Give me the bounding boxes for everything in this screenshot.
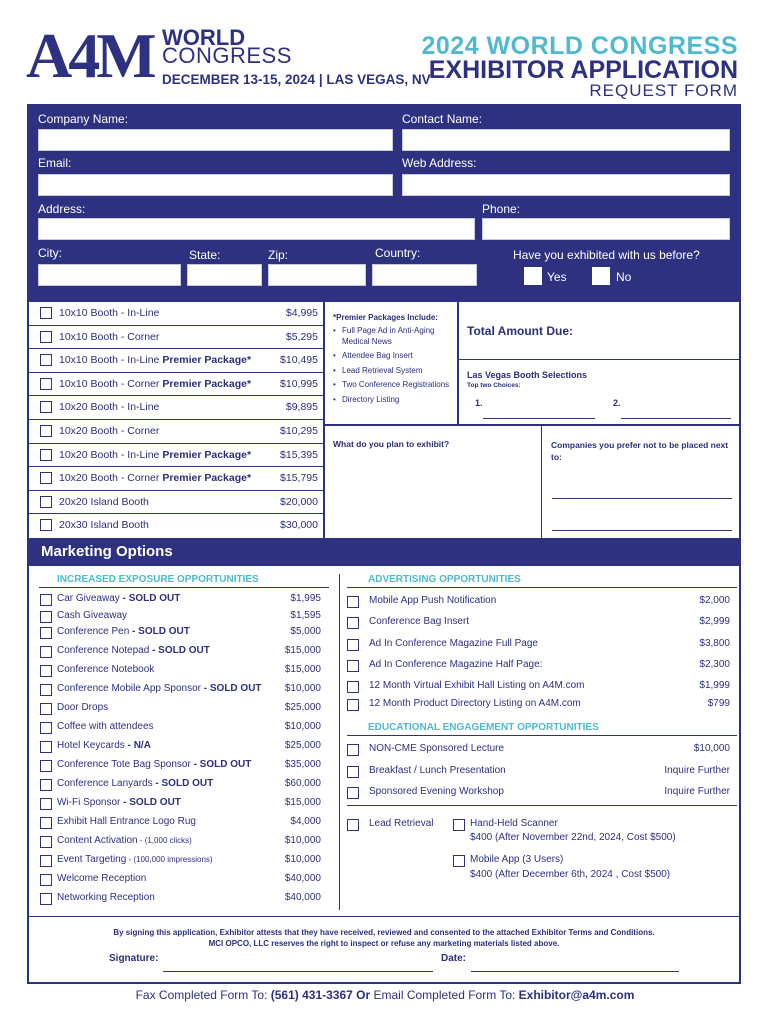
total-amount-box[interactable] bbox=[459, 302, 741, 360]
zip-field[interactable] bbox=[268, 264, 366, 286]
contact-label: Contact Name: bbox=[402, 112, 483, 126]
item-checkbox[interactable] bbox=[40, 741, 52, 753]
item-name: Cash Giveaway bbox=[57, 610, 128, 621]
item-price: $10,000 bbox=[284, 854, 321, 865]
item-price: $15,000 bbox=[284, 664, 321, 675]
booth-price: $10,295 bbox=[280, 425, 318, 437]
item-price: $15,000 bbox=[284, 797, 321, 808]
exhibit-plan-box[interactable] bbox=[325, 426, 542, 538]
choice-two-field[interactable] bbox=[621, 418, 731, 419]
state-field[interactable] bbox=[187, 264, 262, 286]
booth-checkbox[interactable] bbox=[40, 519, 52, 531]
mobile-app-checkbox[interactable] bbox=[453, 855, 465, 867]
item-name: Conference Pen bbox=[57, 626, 130, 637]
booth-checkbox[interactable] bbox=[40, 425, 52, 437]
item-name: Conference Mobile App Sponsor bbox=[57, 683, 201, 694]
no-checkbox[interactable] bbox=[592, 267, 610, 285]
item-name: Door Drops bbox=[57, 702, 109, 713]
item-checkbox[interactable] bbox=[40, 646, 52, 658]
item-price: $25,000 bbox=[284, 702, 321, 713]
title-line2: EXHIBITOR APPLICATION bbox=[428, 56, 738, 84]
booth-price: $5,295 bbox=[285, 330, 318, 343]
item-name: Content Activation bbox=[57, 835, 138, 846]
booth-checkbox[interactable] bbox=[40, 472, 52, 484]
premier-title: *Premier Packages Include: bbox=[333, 313, 438, 322]
handheld-scanner-checkbox[interactable] bbox=[453, 819, 465, 831]
or-text: Or bbox=[352, 988, 374, 1002]
booth-selection-sub: Top two Choices: bbox=[467, 382, 521, 389]
section-rule bbox=[39, 587, 329, 588]
email-address-link[interactable]: Exhibitor@a4m.com bbox=[518, 988, 635, 1002]
item-checkbox[interactable] bbox=[40, 836, 52, 848]
item-checkbox[interactable] bbox=[40, 627, 52, 639]
section-rule bbox=[347, 587, 737, 588]
increased-exposure-heading: INCREASED EXPOSURE OPPORTUNITIES bbox=[57, 574, 259, 585]
country-label: Country: bbox=[375, 246, 421, 260]
item-price: $15,000 bbox=[284, 645, 321, 656]
total-amount-label: Total Amount Due: bbox=[467, 324, 573, 338]
no-label: No bbox=[616, 270, 632, 284]
item-checkbox[interactable] bbox=[40, 798, 52, 810]
booth-row[interactable] bbox=[29, 467, 325, 491]
item-status: - SOLD OUT bbox=[120, 797, 181, 808]
booth-price: $10,995 bbox=[280, 377, 318, 390]
booth-checkbox[interactable] bbox=[40, 401, 52, 413]
title-line1: 2024 WORLD CONGRESS bbox=[421, 32, 738, 60]
item-checkbox[interactable] bbox=[40, 817, 52, 829]
disclaimer bbox=[49, 927, 719, 949]
address-label: Address: bbox=[38, 202, 86, 216]
city-field[interactable] bbox=[38, 264, 181, 286]
booth-row[interactable] bbox=[29, 444, 325, 468]
choice-one-label: 1. bbox=[475, 398, 483, 408]
item-checkbox[interactable] bbox=[347, 787, 359, 799]
item-price: $10,000 bbox=[693, 743, 730, 754]
item-price: $2,000 bbox=[699, 595, 730, 606]
address-field[interactable] bbox=[38, 218, 475, 240]
item-checkbox[interactable] bbox=[40, 874, 52, 886]
booth-row[interactable] bbox=[29, 514, 325, 538]
item-note: - (100,000 impressions) bbox=[126, 855, 213, 864]
choice-two-label: 2. bbox=[613, 398, 621, 408]
booth-extra: Premier Package* bbox=[162, 354, 252, 367]
mobile-app-label: Mobile App (3 Users) bbox=[470, 854, 564, 865]
signature-field[interactable] bbox=[163, 971, 433, 972]
booth-extra: Premier Package* bbox=[162, 472, 252, 485]
lead-retrieval-checkbox[interactable] bbox=[347, 819, 359, 831]
logo-congress-text: CONGRESS bbox=[162, 43, 292, 68]
item-price: $2,999 bbox=[699, 616, 730, 627]
lead-retrieval-label: Lead Retrieval bbox=[369, 818, 434, 829]
section-rule bbox=[347, 805, 737, 806]
marketing-title: Marketing Options bbox=[41, 543, 173, 560]
phone-label: Phone: bbox=[482, 202, 521, 216]
booth-price: $30,000 bbox=[280, 519, 318, 532]
mobile-app-price: $400 (After December 6th, 2024 , Cost $500) bbox=[470, 869, 671, 880]
item-name: NON-CME Sponsored Lecture bbox=[369, 743, 505, 754]
handheld-scanner-label: Hand-Held Scanner bbox=[470, 818, 558, 829]
item-checkbox[interactable] bbox=[347, 617, 359, 629]
item-price: $3,800 bbox=[699, 638, 730, 649]
signature-label: Signature: bbox=[109, 953, 159, 964]
item-status: - SOLD OUT bbox=[129, 626, 190, 637]
item-status: - SOLD OUT bbox=[149, 645, 210, 656]
item-name: Exhibit Hall Entrance Logo Rug bbox=[57, 816, 196, 827]
booth-price: $20,000 bbox=[280, 495, 318, 508]
booth-name: 10x10 Booth - Corner bbox=[59, 377, 163, 390]
booth-price: $15,795 bbox=[280, 472, 318, 485]
item-name: Networking Reception bbox=[57, 892, 155, 903]
column-divider bbox=[339, 574, 340, 910]
city-label: City: bbox=[38, 246, 62, 260]
email-field[interactable] bbox=[38, 174, 393, 196]
item-checkbox[interactable] bbox=[347, 766, 359, 778]
item-checkbox[interactable] bbox=[347, 744, 359, 756]
booth-checkbox[interactable] bbox=[40, 449, 52, 461]
item-checkbox[interactable] bbox=[40, 594, 52, 606]
disclaimer-line1: By signing this application, Exhibitor attests that they have received, reviewed and consented to the attached Exhibitor Terms and Conditions. bbox=[113, 928, 655, 937]
item-checkbox[interactable] bbox=[347, 660, 359, 672]
avoid-line-1[interactable] bbox=[552, 498, 732, 499]
item-price: $40,000 bbox=[284, 892, 321, 903]
avoid-companies-box bbox=[542, 426, 741, 538]
booth-list bbox=[27, 302, 325, 538]
item-name: Conference Notepad bbox=[57, 645, 150, 656]
item-price: $10,000 bbox=[284, 683, 321, 694]
state-label: State: bbox=[189, 248, 221, 262]
item-checkbox[interactable] bbox=[40, 855, 52, 867]
footer bbox=[0, 988, 770, 1002]
item-price: $25,000 bbox=[284, 740, 321, 751]
exhibit-plan-label: What do you plan to exhibit? bbox=[333, 439, 450, 449]
contact-name-field[interactable] bbox=[402, 129, 730, 151]
item-name: Mobile App Push Notification bbox=[369, 595, 497, 606]
item-status: - N/A bbox=[124, 740, 151, 751]
item-status: - SOLD OUT bbox=[152, 778, 214, 789]
exhibited-question: Have you exhibited with us before? bbox=[513, 248, 700, 262]
event-dates: DECEMBER 13-15, 2024 | LAS VEGAS, NV bbox=[162, 72, 431, 87]
fax-text: Fax Completed Form To: bbox=[135, 988, 271, 1002]
item-name: Conference Tote Bag Sponsor bbox=[57, 759, 191, 770]
booth-row[interactable] bbox=[29, 326, 325, 350]
item-checkbox[interactable] bbox=[40, 760, 52, 772]
marketing-bar bbox=[27, 538, 741, 566]
item-price: $1,595 bbox=[290, 610, 321, 621]
premier-item: • Two Conference Registrations bbox=[333, 380, 457, 391]
section-rule bbox=[347, 735, 737, 736]
booth-name: 10x10 Booth - In-Line bbox=[59, 307, 160, 319]
item-price: $2,300 bbox=[699, 659, 730, 670]
zip-label: Zip: bbox=[268, 248, 289, 262]
marketing-area bbox=[27, 566, 741, 916]
booth-row[interactable] bbox=[29, 302, 325, 326]
item-price: $5,000 bbox=[290, 626, 321, 637]
item-checkbox[interactable] bbox=[40, 611, 52, 623]
company-name-field[interactable] bbox=[38, 129, 393, 151]
item-checkbox[interactable] bbox=[40, 779, 52, 791]
item-name: Conference Notebook bbox=[57, 664, 155, 675]
booth-name: 10x20 Booth - Corner bbox=[59, 472, 163, 485]
web-address-field[interactable] bbox=[402, 174, 730, 196]
item-price: $40,000 bbox=[284, 873, 321, 884]
premier-item: • Directory Listing bbox=[333, 395, 457, 406]
item-name: Event Targeting bbox=[57, 854, 127, 865]
company-label: Company Name: bbox=[38, 112, 129, 126]
item-name: Wi-Fi Sponsor bbox=[57, 797, 121, 808]
item-price: $10,000 bbox=[284, 835, 321, 846]
email-text: Email Completed Form To: bbox=[373, 988, 519, 1002]
premier-item: • Lead Retrieval System bbox=[333, 366, 457, 377]
item-checkbox[interactable] bbox=[40, 893, 52, 905]
country-field[interactable] bbox=[372, 264, 477, 286]
email-label: Email: bbox=[38, 156, 72, 170]
item-checkbox[interactable] bbox=[347, 639, 359, 651]
logo-world-text: WORLD bbox=[162, 25, 246, 50]
booth-name: 10x20 Booth - In-Line bbox=[59, 401, 160, 414]
item-name: 12 Month Virtual Exhibit Hall Listing on A4M.com bbox=[369, 680, 585, 691]
booth-extra: Premier Package* bbox=[162, 448, 252, 461]
booth-name: 10x10 Booth - Corner bbox=[59, 330, 160, 343]
booth-name: 20x30 Island Booth bbox=[59, 519, 149, 532]
premier-item: • Attendee Bag Insert bbox=[333, 351, 457, 362]
premier-package-box bbox=[325, 302, 459, 426]
item-name: Welcome Reception bbox=[57, 873, 147, 884]
item-checkbox[interactable] bbox=[40, 684, 52, 696]
item-name: Ad In Conference Magazine Half Page: bbox=[369, 659, 543, 670]
item-name: Hotel Keycards bbox=[57, 740, 125, 751]
booth-price: $15,395 bbox=[280, 448, 318, 461]
item-price: $1,995 bbox=[290, 593, 321, 604]
date-label: Date: bbox=[441, 953, 467, 964]
booth-price: $10,495 bbox=[280, 354, 318, 367]
booth-row[interactable] bbox=[29, 349, 325, 373]
booth-extra: Premier Package* bbox=[162, 377, 252, 390]
web-label: Web Address: bbox=[402, 156, 477, 170]
handheld-scanner-price: $400 (After November 22nd, 2024, Cost $500) bbox=[470, 832, 676, 843]
a4m-logo: A4M bbox=[26, 20, 153, 91]
booth-checkbox[interactable] bbox=[40, 378, 52, 390]
booth-name: 10x20 Booth - In-Line bbox=[59, 448, 163, 461]
disclaimer-line2: MCI OPCO, LLC reserves the right to inspect or refuse any marketing materials listed above. bbox=[208, 939, 560, 948]
item-name: Ad In Conference Magazine Full Page bbox=[369, 638, 538, 649]
item-checkbox[interactable] bbox=[347, 596, 359, 608]
item-checkbox[interactable] bbox=[40, 722, 52, 734]
booth-checkbox[interactable] bbox=[40, 331, 52, 343]
title-line3: REQUEST FORM bbox=[589, 81, 738, 100]
item-price: $60,000 bbox=[284, 778, 321, 789]
booth-row[interactable] bbox=[29, 491, 325, 515]
item-note: - (1,000 clicks) bbox=[137, 836, 192, 845]
yes-label: Yes bbox=[547, 270, 567, 284]
item-name: Sponsored Evening Workshop bbox=[369, 786, 504, 797]
yes-checkbox[interactable] bbox=[524, 267, 542, 285]
booth-selection-box bbox=[459, 360, 741, 426]
header bbox=[0, 0, 770, 104]
item-price: $799 bbox=[707, 698, 730, 709]
item-price: $10,000 bbox=[284, 721, 321, 732]
booth-selection-title: Las Vegas Booth Selections bbox=[467, 370, 588, 380]
booth-row[interactable] bbox=[29, 420, 325, 444]
item-checkbox[interactable] bbox=[347, 681, 359, 693]
item-price: $1,999 bbox=[699, 680, 730, 691]
item-status: - SOLD OUT bbox=[119, 593, 181, 604]
booth-name: 10x20 Booth - Corner bbox=[59, 425, 160, 437]
phone-field[interactable] bbox=[482, 218, 730, 240]
item-name: Conference Bag Insert bbox=[369, 616, 470, 627]
fax-number: (561) 431-3367 bbox=[270, 988, 353, 1002]
item-price: Inquire Further bbox=[664, 765, 730, 776]
booth-checkbox[interactable] bbox=[40, 354, 52, 366]
item-checkbox[interactable] bbox=[40, 665, 52, 677]
advertising-heading: ADVERTISING OPPORTUNITIES bbox=[368, 574, 521, 585]
item-name: Car Giveaway bbox=[57, 593, 120, 604]
item-checkbox[interactable] bbox=[40, 703, 52, 715]
item-status: - SOLD OUT bbox=[200, 683, 262, 694]
educational-heading: EDUCATIONAL ENGAGEMENT OPPORTUNITIES bbox=[368, 722, 599, 733]
item-name: 12 Month Product Directory Listing on A4M.com bbox=[369, 698, 581, 709]
premier-item: • Full Page Ad in Anti-Aging Medical News bbox=[333, 326, 457, 347]
item-name: Conference Lanyards bbox=[57, 778, 153, 789]
booth-checkbox[interactable] bbox=[40, 496, 52, 508]
item-name: Breakfast / Lunch Presentation bbox=[369, 765, 506, 776]
contact-panel bbox=[27, 104, 741, 302]
booth-row[interactable] bbox=[29, 396, 325, 420]
booth-name: 10x10 Booth - In-Line bbox=[59, 354, 163, 367]
item-price: $4,000 bbox=[290, 816, 321, 827]
item-name: Coffee with attendees bbox=[57, 721, 154, 732]
item-price: Inquire Further bbox=[664, 786, 730, 797]
avoid-line-2[interactable] bbox=[552, 530, 732, 531]
booth-checkbox[interactable] bbox=[40, 307, 52, 319]
item-status: - SOLD OUT bbox=[190, 759, 252, 770]
item-checkbox[interactable] bbox=[347, 699, 359, 711]
item-price: $35,000 bbox=[284, 759, 321, 770]
date-field[interactable] bbox=[471, 971, 679, 972]
avoid-companies-label: Companies you prefer not to be placed next to: bbox=[551, 440, 729, 462]
booth-price: $9,895 bbox=[285, 401, 318, 414]
booth-price: $4,995 bbox=[285, 307, 318, 319]
booth-row[interactable] bbox=[29, 373, 325, 397]
premier-list bbox=[333, 326, 457, 409]
choice-one-field[interactable] bbox=[483, 418, 595, 419]
booth-name: 20x20 Island Booth bbox=[59, 495, 149, 508]
signature-area bbox=[27, 916, 741, 984]
